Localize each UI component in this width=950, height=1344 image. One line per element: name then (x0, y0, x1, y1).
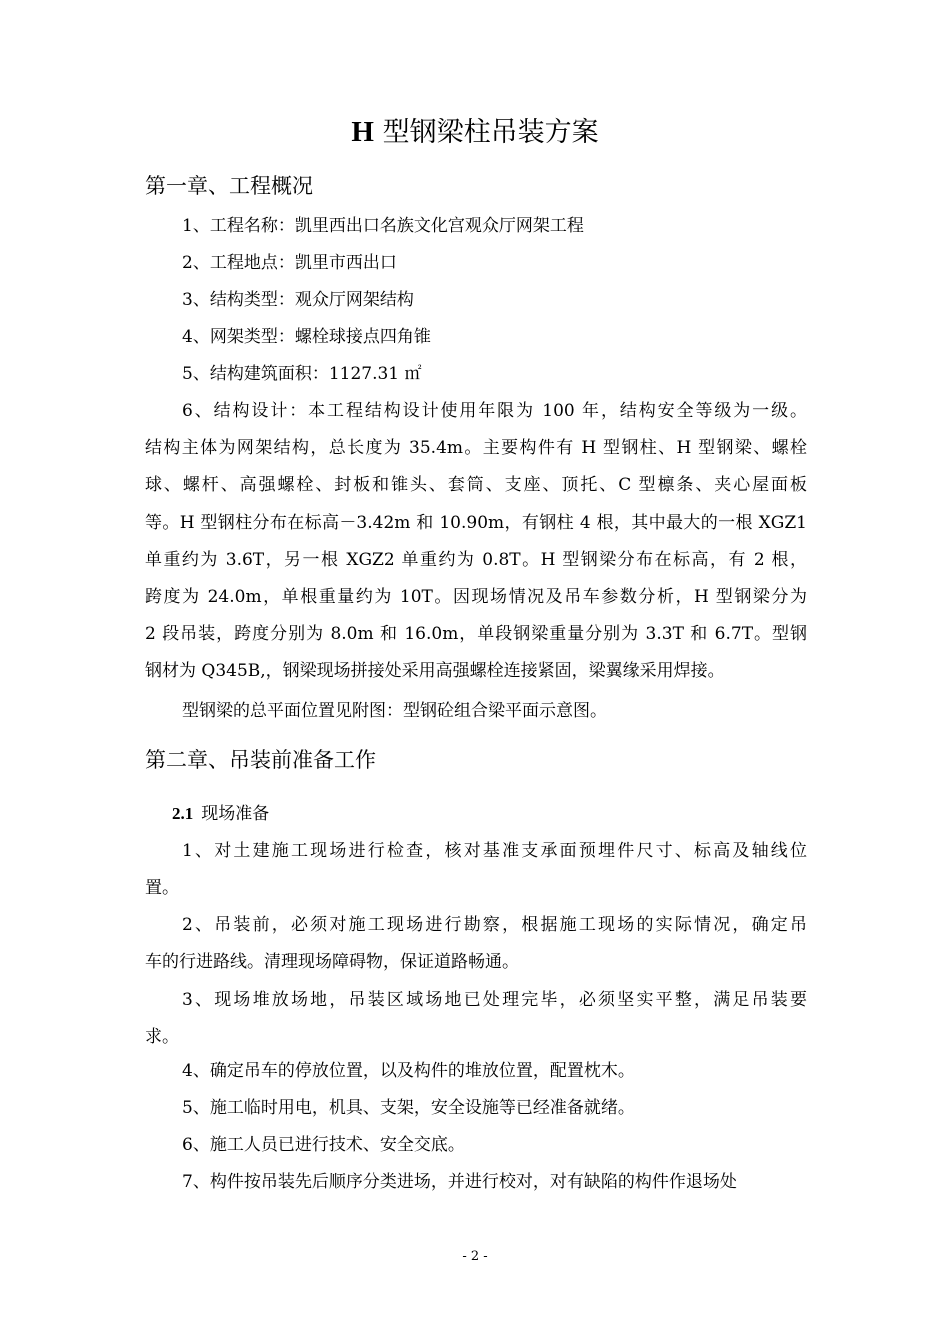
paragraph-line: 结构主体为网架结构，总长度为 35.4m。主要构件有 H 型钢柱、H 型钢梁、螺栓 (145, 438, 807, 459)
section-number: 2.1 (172, 804, 194, 823)
section-2-1-heading (172, 801, 269, 827)
prep-item-5: 5、施工临时用电，机具、支架，安全设施等已经准备就绪。 (182, 1098, 635, 1118)
paragraph-line: 2 段吊装，跨度分别为 8.0m 和 16.0m，单段钢梁重量分别为 3.3T 和 6.7T。型钢 (145, 624, 807, 645)
section-title: 现场准备 (201, 804, 270, 824)
title-text: 型钢梁柱吊装方案 (373, 117, 599, 148)
paragraph-line: 单重约为 3.6T，另一根 XGZ2 单重约为 0.8T。H 型钢梁分布在标高，有 2 根， (145, 549, 807, 570)
paragraph-line: 1、对土建施工现场进行检查，核对基准支承面预埋件尺寸、标高及轴线位 (182, 841, 807, 861)
paragraph-line: 2、吊装前，必须对施工现场进行勘察，根据施工现场的实际情况，确定吊 (182, 915, 807, 935)
building-area-item: 5、结构建筑面积：1127.31 ㎡ (182, 364, 422, 384)
paragraph-line: 6、结构设计：本工程结构设计使用年限为 100 年，结构安全等级为一级。 (182, 401, 807, 421)
prep-item-3 (145, 982, 807, 1056)
page-title (0, 112, 950, 153)
paragraph-line: 3、现场堆放场地，吊装区域场地已处理完毕，必须坚实平整，满足吊装要 (182, 990, 807, 1010)
chapter-1-heading: 第一章、工程概况 (145, 174, 313, 198)
structure-design-paragraph (145, 393, 807, 691)
prep-item-7: 7、构件按吊装先后顺序分类进场，并进行校对，对有缺陷的构件作退场处 (182, 1172, 737, 1192)
project-name-item: 1、工程名称：凯里西出口名族文化宫观众厅网架工程 (182, 216, 584, 236)
paragraph-line: 等。H 型钢柱分布在标高－3.42m 和 10.90m，有钢柱 4 根，其中最大的一根 XGZ1 (145, 512, 807, 533)
paragraph-line: 置。 (145, 878, 179, 899)
structure-type-item: 3、结构类型：观众厅网架结构 (182, 290, 414, 310)
paragraph-line: 球、螺杆、高强螺栓、封板和锥头、套筒、支座、顶托、C 型檩条、夹心屋面板 (145, 475, 807, 496)
paragraph-line: 车的行进路线。清理现场障碍物，保证道路畅通。 (145, 952, 519, 973)
project-location-item: 2、工程地点：凯里市西出口 (182, 253, 397, 273)
prep-item-2 (145, 907, 807, 981)
paragraph-line: 钢材为 Q345B,，钢梁现场拼接处采用高强螺栓连接紧固，梁翼缘采用焊接。 (145, 661, 725, 682)
truss-type-item: 4、网架类型：螺栓球接点四角锥 (182, 327, 431, 347)
title-prefix: H (351, 116, 374, 148)
plan-note-paragraph: 型钢梁的总平面位置见附图：型钢砼组合梁平面示意图。 (182, 701, 607, 721)
paragraph-line: 求。 (145, 1027, 179, 1048)
page-number: - 2 - (462, 1249, 488, 1264)
prep-item-1 (145, 833, 807, 907)
paragraph-line: 跨度为 24.0m，单根重量约为 10T。因现场情况及吊车参数分析，H 型钢梁分为 (145, 587, 807, 608)
prep-item-4: 4、确定吊车的停放位置，以及构件的堆放位置，配置枕木。 (182, 1061, 635, 1081)
chapter-2-heading: 第二章、吊装前准备工作 (145, 748, 376, 772)
prep-item-6: 6、施工人员已进行技术、安全交底。 (182, 1135, 465, 1155)
